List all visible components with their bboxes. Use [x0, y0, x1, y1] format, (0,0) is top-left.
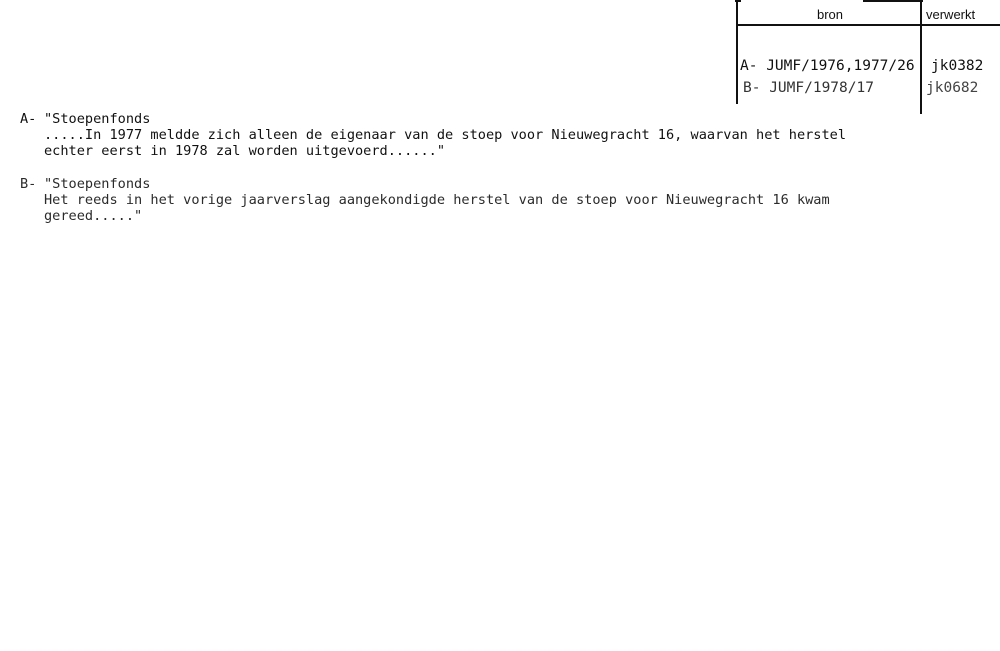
- header-verwerkt: verwerkt: [926, 7, 976, 22]
- quote-line: .....In 1977 meldde zich alleen de eigenaar van de stoep voor Nieuwegracht 16, waarvan het herstel: [44, 127, 847, 143]
- header-bron: bron: [817, 7, 844, 22]
- source-code: A- JUMF/1976,1977/26: [740, 58, 915, 74]
- source-code: B- JUMF/1978/17: [743, 80, 874, 96]
- quote-marker: B-: [20, 176, 37, 192]
- table-top-tick: [863, 0, 923, 2]
- processed-code: jk0682: [926, 80, 979, 96]
- table-left-border: [736, 0, 738, 104]
- quote-b: [20, 176, 830, 256]
- quote-line: Het reeds in het vorige jaarverslag aangekondigde herstel van de stoep voor Nieuwegracht 16 kwam: [44, 192, 830, 208]
- quote-line: "Stoepenfonds: [44, 176, 151, 192]
- quote-line: echter eerst in 1978 zal worden uitgevoerd......": [44, 143, 446, 159]
- source-table: [735, 0, 1000, 114]
- quote-line: gereed.....": [44, 208, 143, 224]
- quote-line: "Stoepenfonds: [44, 111, 151, 127]
- quote-marker: A-: [20, 111, 37, 127]
- processed-code: jk0382: [931, 58, 984, 74]
- table-header-rule: [736, 24, 1000, 26]
- table-column-divider: [920, 0, 922, 114]
